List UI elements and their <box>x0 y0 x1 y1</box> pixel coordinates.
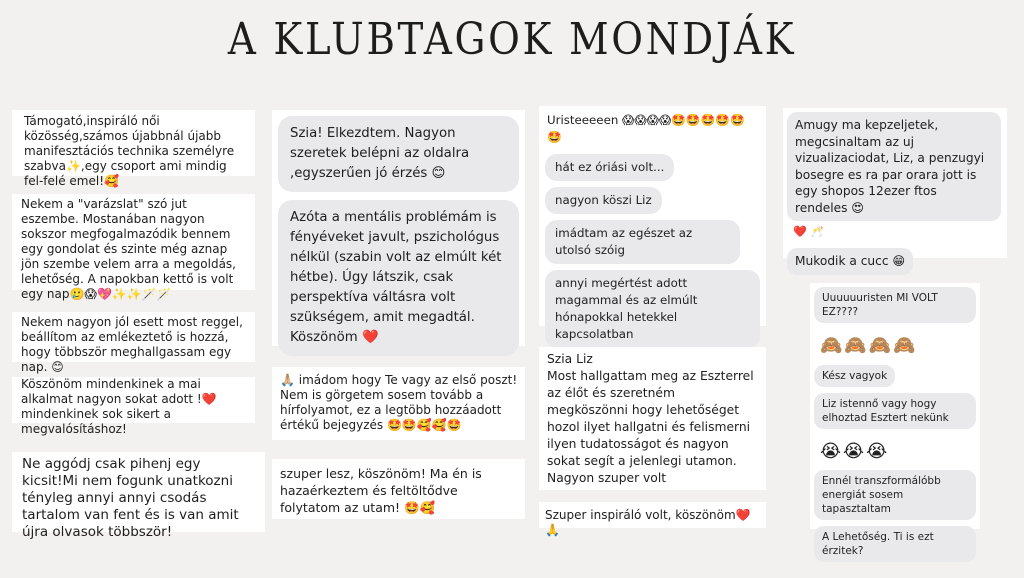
chat-bubble: Azóta a mentális problémám is fényéveket javult, pszichológus nélkül (szabin volt az elmúlt két hétbe). Úgy látszik, csak perspektíva váltásra volt szükségem, amit megadtál. Köszönöm ❤️ <box>278 200 519 356</box>
testimonial-text: Köszönöm mindenkinek a mai alkalmat nagyon sokat adott !❤️ mindenkinek sok sikert a megvalósításhoz! <box>21 377 217 436</box>
chat-bubble: Ennél transzformálóbb energiát sosem tapasztaltam <box>814 470 976 520</box>
chat-bubble: Uuuuuuristen MI VOLT EZ???? <box>814 287 976 323</box>
testimonial-card <box>539 347 766 490</box>
chat-screenshot-card <box>272 110 525 346</box>
testimonial-card <box>12 377 255 436</box>
reactions: ❤️ 🥂 <box>793 225 824 238</box>
testimonial-text: Nekem nagyon jól esett most reggel, beállítom az emlékeztető is hozzá, hogy többször meghallgassam egy nap. 😊 <box>21 315 243 374</box>
chat-bubble: Kész vagyok <box>814 365 895 387</box>
testimonial-card <box>12 110 255 188</box>
testimonial-card <box>12 194 255 301</box>
testimonial-text: Nekem a "varázslat" szó jut eszembe. Mostanában nagyon sokszor megfogalmazódik bennem egy gondolat és szinte még aznap jön szembe velem arra a megoldás, lehetőség. A napokban kettő is volt egy nap🥲😱💖✨✨🪄🪄 <box>21 197 236 301</box>
testimonial-card <box>272 367 525 440</box>
chat-screenshot-card <box>810 283 980 557</box>
testimonial-card <box>12 452 265 540</box>
chat-bubble: annyi megértést adott magammal és az elmúlt hónapokkal hetekkel kapcsolatban <box>545 270 760 348</box>
testimonial-card <box>272 459 525 519</box>
chat-bubble: nagyon köszi Liz <box>545 187 662 214</box>
testimonial-text: Ne aggódj csak pihenj egy kicsit!Mi nem fogunk unatkozni tényleg annyi annyi csodás tartalom van fent és is van amit újra olvasok többször! <box>22 456 239 540</box>
testimonial-text: Szuper inspiráló volt, köszönöm❤️🙏 <box>545 508 751 537</box>
testimonial-text: Támogató,inspiráló női közösség,számos újabbnál újabb manifesztációs technika személyre szabva✨,egy csoport ami mindig fel-felé emel!🥰 <box>24 114 235 188</box>
chat-bubble: A Lehetőség. Ti is ezt érzitek? <box>814 526 976 562</box>
emoji-row: 😭😭😭 <box>820 441 890 462</box>
chat-bubble: Amugy ma kepzeljetek, megcsinaltam az uj vizualizaciodat, Liz, a penzugyi bosegre es ra par orara jott is egy shopos 12ezer ftos rendeles 😍 <box>787 112 1001 221</box>
chat-bubble: imádtam az egészet az utolsó szóig <box>545 220 740 264</box>
page-title: A KLUBTAGOK MONDJÁK <box>227 14 797 65</box>
testimonial-text: 🙏🏼 imádom hogy Te vagy az első poszt! Nem is görgetem sosem tovább a hírfolyamot, ez a legtöbb hozzáadott értékű bejegyzés 🤩🤩🥰🥰🤩 <box>280 373 518 432</box>
chat-screenshot-card <box>783 108 1007 268</box>
testimonial-text: Szia Liz Most hallgattam meg az Eszterrel az élőt és szeretném megköszönni hogy lehetőséget hozol ilyet hallgatni és felismerni ilyen tudatosságot és nagyon sokat segít a jelenlegi utamon. Nagyon szuper volt <box>547 352 754 485</box>
chat-bubble: hát ez óriási volt... <box>545 154 674 181</box>
chat-bubble: Szia! Elkezdtem. Nagyon szeretek belépni az oldalra ,egyszerűen jó érzés 😊 <box>278 116 519 192</box>
chat-bubble: Uristeeeeen 😱😱😱😱🤩🤩🤩🤩🤩🤩 <box>547 113 745 144</box>
emoji-row: 🙈🙈🙈🙈 <box>820 335 918 356</box>
testimonial-card <box>539 502 766 537</box>
testimonial-card <box>12 312 255 374</box>
testimonial-text: szuper lesz, köszönöm! Ma én is hazaérkeztem és feltöltődve folytatom az utam! 🤩🥰 <box>280 466 482 515</box>
chat-bubble: Mukodik a cucc 😁 <box>787 248 913 275</box>
chat-bubble: Liz istennő vagy hogy elhoztad Esztert nekünk <box>814 393 976 429</box>
chat-screenshot-card <box>539 106 766 341</box>
